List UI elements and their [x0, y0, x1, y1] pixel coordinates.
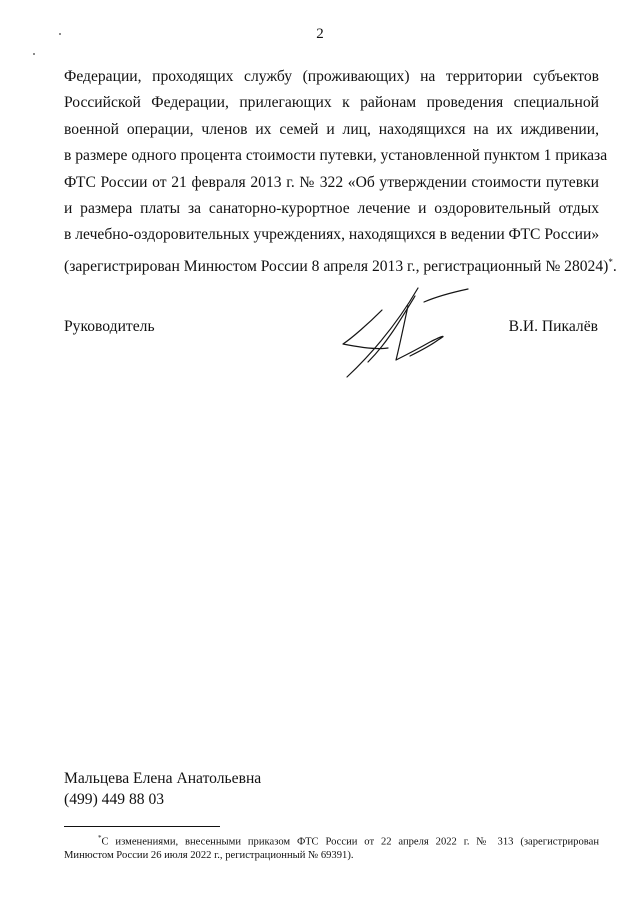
body-line: военной операции, членов их семей и лиц, находящихся на их иждивении,	[64, 120, 599, 138]
footnote-line: С изменениями, внесенными приказом ФТС России от 22 апреля 2022 г. № 313 (зарегистрирован	[101, 836, 599, 848]
handwritten-signature	[338, 284, 472, 382]
contact-block	[64, 768, 261, 810]
body-line: (зарегистрирован Минюстом России 8 апреля 2013 г., регистрационный № 28024)	[64, 258, 609, 276]
signatory-title: Руководитель	[64, 318, 155, 335]
body-text	[64, 64, 617, 280]
body-line: Федерации, проходящих службу (проживающих) на территории субъектов	[64, 68, 599, 85]
scan-speck	[59, 33, 61, 35]
footnote-reference: *	[608, 256, 613, 267]
contact-phone: (499) 449 88 03	[64, 791, 165, 808]
body-end-punct: .	[612, 258, 617, 276]
body-line: Российской Федерации, прилегающих к районам проведения специальной	[64, 94, 599, 112]
footnote-line: Минюстом России 26 июля 2022 г., регистрационный № 69391).	[64, 850, 354, 862]
body-line: в размере одного процента стоимости путевки, установленной пунктом 1 приказа	[64, 147, 608, 165]
footnote-line-first	[64, 832, 599, 849]
footnote	[64, 832, 599, 863]
body-line-last	[64, 249, 617, 281]
contact-name: Мальцева Елена Анатольевна	[64, 770, 262, 787]
page-number: 2	[316, 26, 324, 42]
signatory-name: В.И. Пикалёв	[508, 318, 598, 335]
body-line: ФТС России от 21 февраля 2013 г. № 322 «Об утверждении стоимости путевки	[64, 173, 599, 191]
footnote-divider	[64, 826, 220, 827]
footnote-mark: *	[98, 834, 102, 842]
body-line: и размера платы за санаторно-курортное лечение и оздоровительный отдых	[64, 200, 599, 218]
scan-speck	[33, 53, 35, 55]
body-line: в лечебно-оздоровительных учреждениях, находящихся в ведении ФТС России»	[64, 226, 600, 244]
